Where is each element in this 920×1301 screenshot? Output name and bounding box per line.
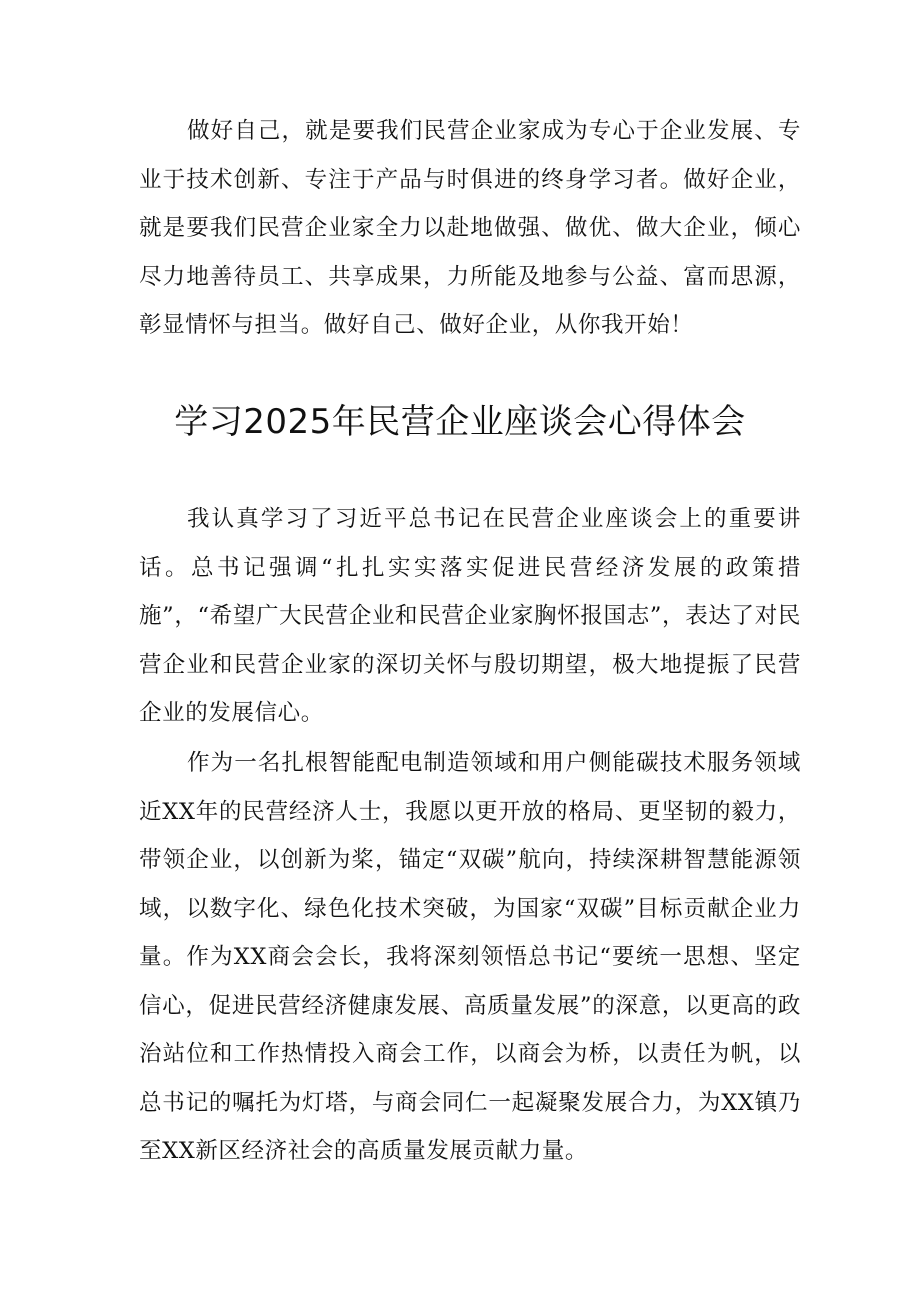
- document-title: 学习2025年民营企业座谈会心得体会: [174, 402, 746, 442]
- body-paragraph-1: 我认真学习了习近平总书记在民营企业座谈会上的重要讲话。总书记强调“扎扎实实落实促进民营经济发展的政策措施”，“希望广大民营企业和民营企业家胸怀报国志”，表达了对民营企业和民营企业家的深切关怀与殷切期望，极大地提振了民营企业的发展信心。: [139, 506, 801, 726]
- intro-paragraph: 做好自己，就是要我们民营企业家成为专心于企业发展、专业于技术创新、专注于产品与时俱进的终身学习者。做好企业，就是要我们民营企业家全力以赴地做强、做优、做大企业，倾心尽力地善待员工、共享成果，力所能及地参与公益、富而思源，彰显情怀与担当。做好自己、做好企业，从你我开始！: [139, 118, 801, 338]
- body-paragraph-2: 作为一名扎根智能配电制造领域和用户侧能碳技术服务领域近XX年的民营经济人士，我愿以更开放的格局、更坚韧的毅力，带领企业，以创新为桨，锚定“双碳”航向，持续深耕智慧能源领域，以数字化、绿色化技术突破，为国家“双碳”目标贡献企业力量。作为XX商会会长，我将深刻领悟总书记“要统一思想、坚定信心，促进民营经济健康发展、高质量发展”的深意，以更高的政治站位和工作热情投入商会工作，以商会为桥，以责任为帆，以总书记的嘱托为灯塔，与商会同仁一起凝聚发展合力，为XX镇乃至XX新区经济社会的高质量发展贡献力量。: [139, 750, 801, 1164]
